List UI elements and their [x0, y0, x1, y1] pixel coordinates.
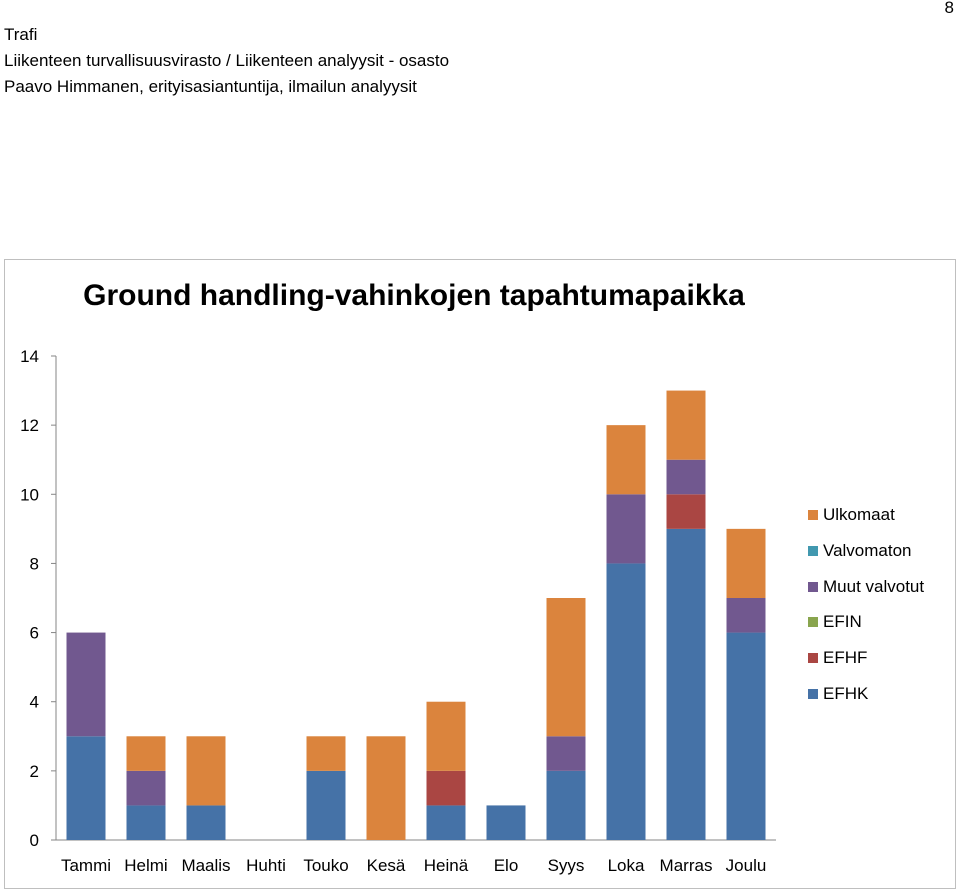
bar-segment-efhk — [307, 771, 346, 840]
bar-segment-efhk — [487, 805, 526, 840]
x-tick-label: Marras — [659, 856, 713, 875]
bar-segment-efhk — [727, 633, 766, 840]
header-line-org: Trafi — [4, 25, 38, 44]
bar-segment-efhk — [127, 805, 166, 840]
y-tick-label: 0 — [29, 831, 39, 850]
legend-swatch — [808, 510, 818, 520]
y-tick-label: 10 — [20, 485, 39, 505]
legend-swatch — [808, 582, 818, 592]
bar-segment-ulkomaat — [607, 425, 646, 494]
x-tick-label: Kesä — [366, 856, 406, 875]
bar-segment-muut-valvotut — [667, 460, 706, 495]
legend-swatch — [808, 546, 818, 556]
bar-segment-ulkomaat — [547, 598, 586, 736]
x-tick-label: Maalis — [181, 856, 231, 875]
x-tick-label: Syys — [547, 856, 585, 875]
x-tick-label: Loka — [607, 856, 645, 875]
y-tick-label: 12 — [20, 416, 39, 436]
y-tick-label: 8 — [29, 554, 39, 574]
bar-segment-muut-valvotut — [547, 736, 586, 771]
legend-label: Ulkomaat — [823, 505, 895, 524]
bar-segment-ulkomaat — [427, 702, 466, 771]
bar-segment-muut-valvotut — [127, 771, 166, 806]
y-tick-label: 14 — [20, 347, 39, 366]
bar-segment-ulkomaat — [367, 736, 406, 840]
bar-segment-efhf — [667, 494, 706, 529]
x-tick-label: Heinä — [423, 856, 469, 875]
bar-segment-ulkomaat — [667, 391, 706, 460]
legend-label: EFHK — [823, 683, 869, 703]
legend-swatch — [808, 617, 818, 627]
y-tick-label: 2 — [29, 761, 39, 781]
header-line-author: Paavo Himmanen, erityisasiantuntija, ilmailun analyysit — [4, 77, 417, 96]
x-tick-label: Tammi — [60, 856, 112, 875]
legend-swatch — [808, 653, 818, 663]
y-tick-label: 4 — [29, 692, 39, 712]
x-tick-label: Helmi — [124, 856, 168, 875]
legend-swatch — [808, 689, 818, 699]
legend-label: EFHF — [823, 648, 868, 668]
page-number: 8 — [944, 0, 954, 17]
bar-segment-efhk — [67, 736, 106, 840]
bar-segment-efhk — [427, 805, 466, 840]
x-tick-label: Touko — [303, 856, 349, 875]
header-line-department: Liikenteen turvallisuusvirasto / Liikenteen analyysit - osasto — [4, 51, 450, 70]
bar-segment-ulkomaat — [187, 736, 226, 805]
bar-segment-efhf — [427, 771, 466, 806]
bar-segment-efhk — [187, 805, 226, 840]
bar-segment-ulkomaat — [127, 736, 166, 771]
bar-segment-efhk — [667, 529, 706, 840]
x-tick-label: Huhti — [246, 856, 286, 875]
chart-title: Ground handling-vahinkojen tapahtumapaikka — [83, 279, 745, 312]
legend-label: Valvomaton — [823, 540, 912, 560]
bar-segment-muut-valvotut — [67, 633, 106, 737]
bar-segment-efhk — [547, 771, 586, 840]
x-tick-label: Joulu — [725, 856, 767, 875]
bar-segment-efhk — [607, 563, 646, 840]
bar-segment-muut-valvotut — [607, 494, 646, 563]
bar-segment-ulkomaat — [307, 736, 346, 771]
x-tick-label: Elo — [493, 856, 519, 875]
legend-label: Muut valvotut — [823, 576, 925, 596]
bar-segment-muut-valvotut — [727, 598, 766, 633]
y-tick-label: 6 — [29, 623, 39, 643]
bar-segment-ulkomaat — [727, 529, 766, 598]
legend-label: EFIN — [823, 612, 862, 632]
